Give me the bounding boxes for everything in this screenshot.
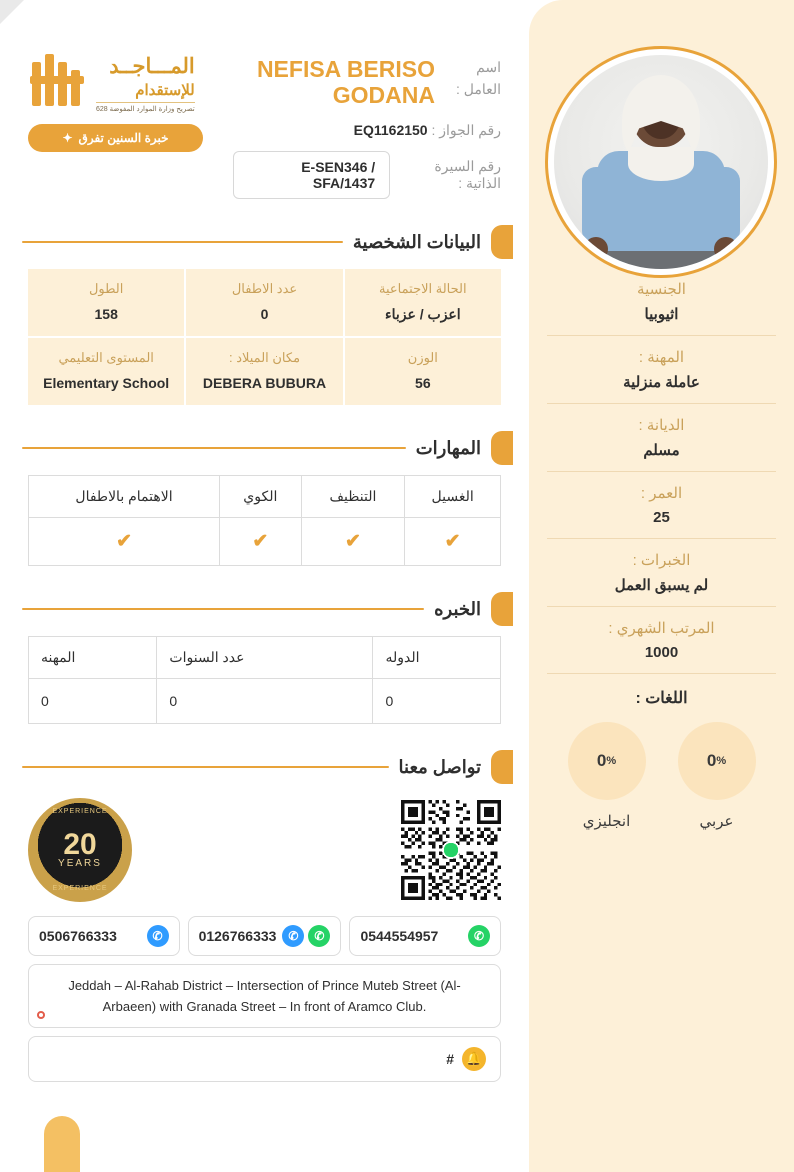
bottom-tab-marker <box>44 1116 80 1172</box>
sidebar-label: الخبرات : <box>632 552 691 569</box>
exp-cell-profession: 0 <box>29 679 157 724</box>
language-percent-circle <box>678 722 756 800</box>
languages-list <box>547 722 776 830</box>
whatsapp-icon[interactable]: ✆ <box>468 925 490 947</box>
table-row <box>29 637 501 679</box>
logo-title-line1: المـــاجــد <box>109 54 195 78</box>
personal-cell-birthplace <box>186 338 342 405</box>
section-rule <box>22 608 424 610</box>
personal-data-grid <box>28 269 501 405</box>
sidebar-info-list <box>529 268 794 830</box>
section-title: الخبره <box>434 598 481 619</box>
passport-label: رقم الجواز : <box>431 122 501 138</box>
section-tab-icon <box>491 750 513 784</box>
cv-value: E-SEN346 / SFA/1437 <box>233 151 390 199</box>
document-header <box>16 0 513 199</box>
logo-mark-icon <box>28 52 90 114</box>
cell-label: عدد الاطفال <box>231 281 298 296</box>
badge-top-text: EXPERIENCE <box>52 808 108 815</box>
figure-hand-left <box>584 237 608 261</box>
hashtag-bar[interactable] <box>28 1036 501 1082</box>
name-row <box>233 56 501 108</box>
contact-media-row <box>28 798 501 902</box>
cell-value: 0 <box>260 306 269 322</box>
sparkle-icon: ✦ <box>62 131 73 145</box>
qr-code[interactable] <box>401 800 501 900</box>
exp-cell-country: 0 <box>373 679 501 724</box>
location-dot-icon <box>37 1011 45 1019</box>
section-rule <box>22 766 389 768</box>
phone-item-3[interactable] <box>349 916 501 956</box>
skill-check-ironing: ✔ <box>220 518 302 566</box>
personal-cell-education <box>28 338 184 405</box>
language-percent-circle <box>568 722 646 800</box>
table-row <box>29 679 501 724</box>
cell-value: 56 <box>415 375 431 391</box>
sidebar-label: المرتب الشهري : <box>608 620 715 637</box>
figure-collar <box>628 147 694 181</box>
cell-label: الوزن <box>407 350 438 365</box>
exp-header-country: الدوله <box>373 637 501 679</box>
phone-number: 0126766333 <box>198 928 277 944</box>
address-box <box>28 964 501 1028</box>
cell-value: 158 <box>94 306 118 322</box>
avatar-photo <box>554 55 768 269</box>
personal-cell-marital <box>345 269 501 336</box>
tel-icon[interactable]: ✆ <box>147 925 169 947</box>
logo-license-text: تصريح وزارة الموارد المفوضة 628 <box>96 102 195 113</box>
sidebar-value: لم يسبق العمل <box>614 577 709 594</box>
section-rule <box>22 241 343 243</box>
sidebar-row-salary <box>547 607 776 674</box>
phone-item-2[interactable] <box>188 916 342 956</box>
section-title: البيانات الشخصية <box>352 231 481 252</box>
cell-label: الحالة الاجتماعية <box>379 281 467 296</box>
phone-number: 0544554957 <box>360 928 439 944</box>
cell-value: DEBERA BUBURA <box>202 375 327 391</box>
percent-sign: % <box>716 755 727 767</box>
skill-header-childcare: الاهتمام بالاطفال <box>29 476 220 518</box>
sidebar-row-religion <box>547 404 776 472</box>
tagline-badge <box>28 124 203 152</box>
section-personal-header <box>16 225 513 259</box>
section-tab-icon <box>491 431 513 465</box>
experience-badge <box>28 798 132 902</box>
badge-number: 20 <box>63 827 97 861</box>
skill-check-childcare: ✔ <box>29 518 220 566</box>
personal-cell-children <box>186 269 342 336</box>
language-name: انجليزي <box>582 813 631 830</box>
figure-hand-right <box>714 237 738 261</box>
avatar <box>545 46 777 278</box>
section-experience-header <box>16 592 513 626</box>
personal-cell-height <box>28 269 184 336</box>
section-tab-icon <box>491 225 513 259</box>
section-tab-icon <box>491 592 513 626</box>
section-contact-header <box>16 750 513 784</box>
sidebar-row-profession <box>547 336 776 404</box>
cv-number-row <box>233 151 501 199</box>
sidebar-label: الجنسية <box>637 281 686 298</box>
exp-cell-years: 0 <box>157 679 373 724</box>
cv-label: رقم السيرة الذاتية : <box>434 158 501 191</box>
sidebar-row-experience <box>547 539 776 607</box>
section-title: المهارات <box>415 437 481 458</box>
skill-header-washing: الغسيل <box>405 476 501 518</box>
table-row <box>29 518 501 566</box>
name-label: اسم العامل : <box>455 59 501 97</box>
experience-table <box>28 636 501 724</box>
language-item-english <box>561 722 653 830</box>
phone-item-1[interactable] <box>28 916 180 956</box>
sidebar-row-nationality <box>547 268 776 336</box>
whatsapp-icon[interactable]: ✆ <box>308 925 330 947</box>
section-rule <box>22 447 406 449</box>
cell-label: مكان الميلاد : <box>228 350 301 365</box>
language-name: عربي <box>699 813 734 830</box>
logo-row <box>28 52 233 114</box>
cell-label: المستوى التعليمي <box>58 350 154 365</box>
applicant-header-info <box>233 52 501 199</box>
skill-check-washing: ✔ <box>405 518 501 566</box>
tel-icon[interactable]: ✆ <box>282 925 304 947</box>
badge-years-text: YEARS <box>58 857 102 869</box>
percent-sign: % <box>606 755 617 767</box>
figure-skirt <box>601 251 721 269</box>
sidebar-row-age <box>547 472 776 539</box>
cell-value: اعزب / عزباء <box>385 306 461 322</box>
passport-row <box>233 122 501 139</box>
section-title: تواصل معنا <box>398 756 481 777</box>
sidebar-label: العمر : <box>640 485 683 502</box>
exp-header-profession: المهنه <box>29 637 157 679</box>
phone-list <box>28 916 501 956</box>
sidebar <box>529 0 794 1172</box>
exp-header-years: عدد السنوات <box>157 637 373 679</box>
languages-title: اللغات : <box>635 690 688 707</box>
cell-label: الطول <box>88 281 124 296</box>
skills-table <box>28 475 501 566</box>
language-item-arabic <box>671 722 763 830</box>
sidebar-value: مسلم <box>643 442 680 459</box>
skill-header-ironing: الكوي <box>220 476 302 518</box>
logo-title-line2: للإستقدام <box>135 81 195 99</box>
badge-bottom-text: EXPERIENCE <box>52 885 108 892</box>
language-percent-value: 0 <box>596 751 607 770</box>
sidebar-label: الديانة : <box>638 417 685 434</box>
name-value: NEFISA BERISO GODANA <box>256 56 435 108</box>
tagline-text: خبرة السنين تفرق <box>78 131 169 145</box>
company-logo <box>28 52 233 152</box>
skill-header-cleaning: التنظيف <box>301 476 405 518</box>
sidebar-label: المهنة : <box>638 349 685 366</box>
table-row <box>29 476 501 518</box>
sidebar-value: 25 <box>653 509 670 526</box>
sidebar-value: 1000 <box>644 644 679 661</box>
skill-check-cleaning: ✔ <box>301 518 405 566</box>
passport-value: EQ1162150 <box>353 122 428 138</box>
section-skills-header <box>16 431 513 465</box>
language-percent-value: 0 <box>706 751 717 770</box>
phone-number: 0506766333 <box>39 928 117 944</box>
logo-text <box>96 54 195 113</box>
sidebar-value: اثيوبيا <box>644 306 679 323</box>
personal-cell-weight <box>345 338 501 405</box>
sidebar-value: عاملة منزلية <box>623 374 700 391</box>
hashtag-text: # <box>446 1051 454 1067</box>
address-text: Jeddah – Al-Rahab District – Intersection of Prince Muteb Street (Al-Arbaeen) with Granada Street – In front of Aramco Club. <box>68 978 461 1014</box>
bell-icon[interactable]: 🔔 <box>462 1047 486 1071</box>
cell-value: Elementary School <box>43 375 170 391</box>
